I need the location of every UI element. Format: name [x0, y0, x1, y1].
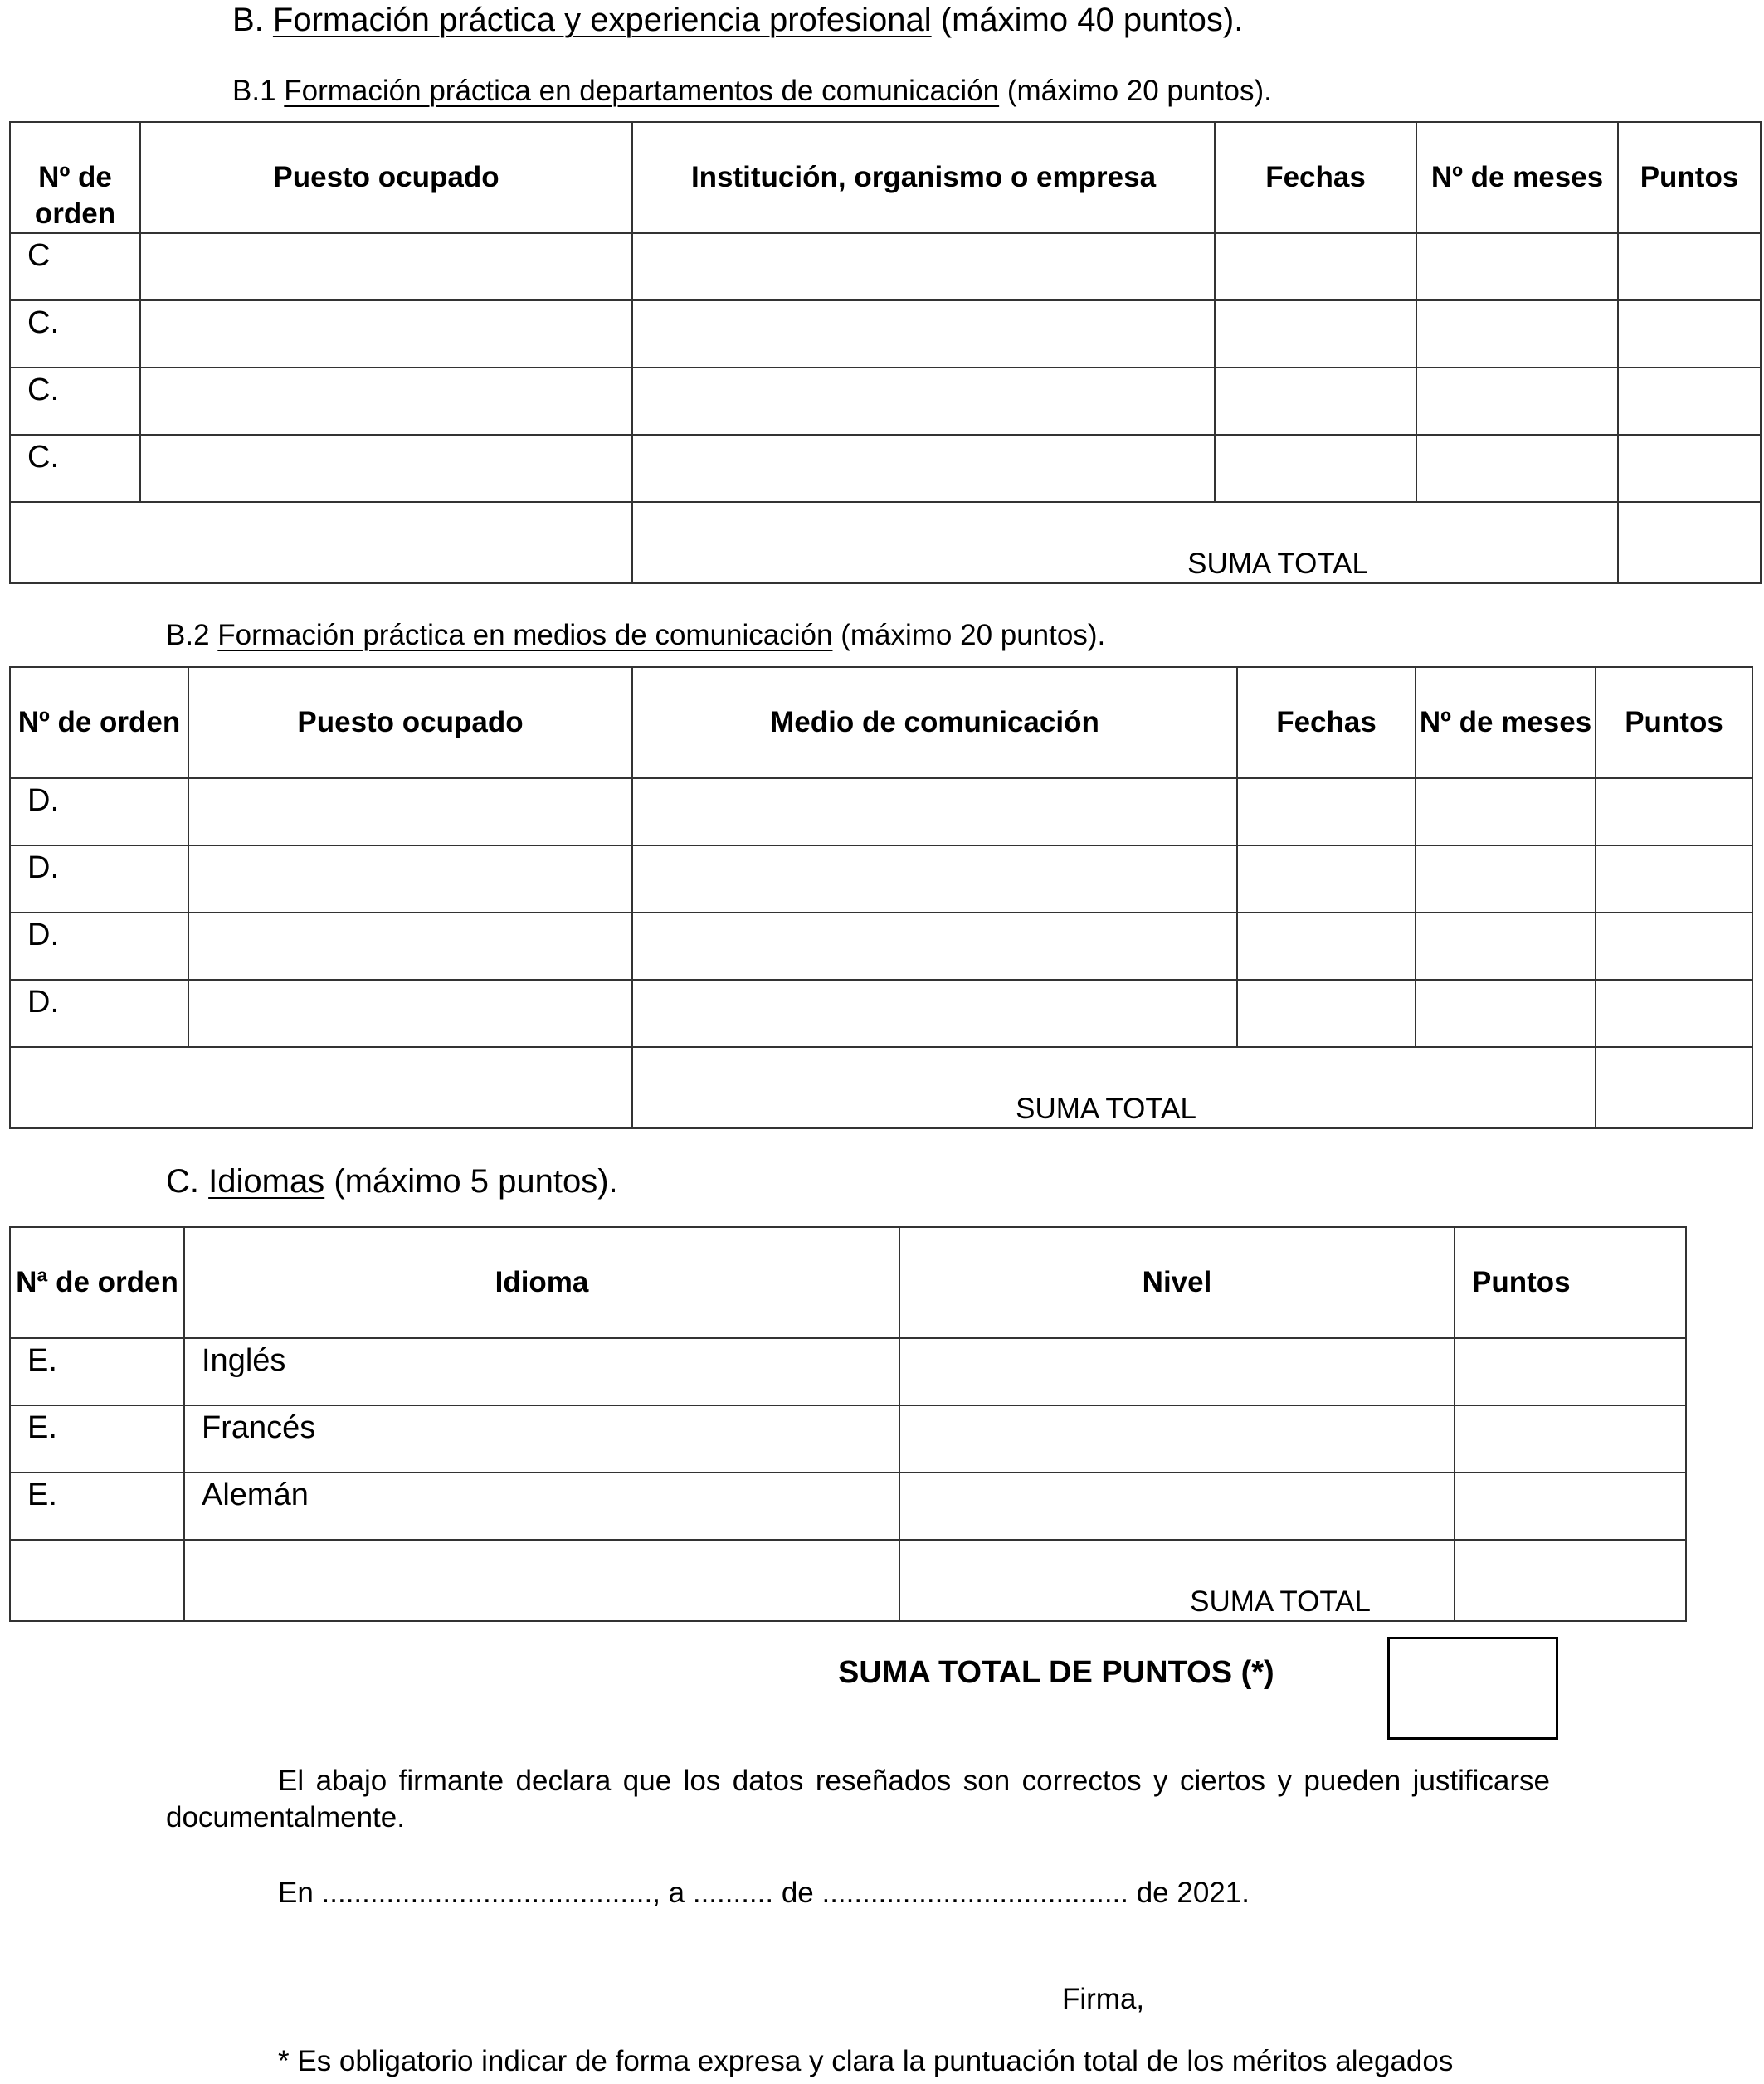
- sum-blank: [10, 1540, 184, 1621]
- cell-months[interactable]: [1416, 435, 1618, 502]
- header-position: Puesto ocupado: [188, 667, 632, 778]
- section-b2-prefix: B.2: [166, 619, 210, 651]
- section-b1-heading: [232, 75, 1272, 108]
- sum-blank: [10, 502, 632, 583]
- table-c-sum-row: [10, 1540, 1686, 1621]
- cell-institution[interactable]: [632, 435, 1215, 502]
- language-name: Inglés: [184, 1338, 899, 1405]
- cell-level[interactable]: [899, 1405, 1455, 1473]
- row-label: E.: [10, 1338, 184, 1405]
- sum-label: SUMA TOTAL: [1190, 1585, 1371, 1618]
- section-b2-max: (máximo 20 puntos).: [841, 619, 1106, 651]
- section-b2-title: Formación práctica en medios de comunicación: [217, 619, 833, 651]
- section-b1-prefix: B.1: [232, 75, 276, 107]
- row-label: C: [10, 233, 140, 300]
- table-row: [10, 1338, 1686, 1405]
- table-b1-sum-row: [10, 502, 1761, 583]
- cell-level[interactable]: [899, 1473, 1455, 1540]
- header-dates: Fechas: [1237, 667, 1416, 778]
- cell-dates[interactable]: [1237, 913, 1416, 980]
- cell-points[interactable]: [1596, 845, 1752, 913]
- header-order: Nº de orden: [10, 122, 140, 233]
- table-row: [10, 778, 1752, 845]
- row-label: C.: [10, 368, 140, 435]
- header-points: Puntos: [1618, 122, 1761, 233]
- cell-media[interactable]: [632, 845, 1237, 913]
- row-label: D.: [10, 913, 188, 980]
- section-c-title: Idiomas: [208, 1163, 325, 1200]
- header-months: Nº de meses: [1416, 667, 1596, 778]
- cell-points[interactable]: [1596, 778, 1752, 845]
- language-name: Alemán: [184, 1473, 899, 1540]
- cell-position[interactable]: [140, 233, 632, 300]
- sum-points[interactable]: [1455, 1540, 1686, 1621]
- sum-label: SUMA TOTAL: [1016, 1093, 1196, 1125]
- cell-points[interactable]: [1596, 913, 1752, 980]
- sum-label-cell: [632, 1047, 1596, 1128]
- table-b2: [9, 666, 1753, 1129]
- row-label: C.: [10, 435, 140, 502]
- cell-dates[interactable]: [1215, 435, 1416, 502]
- header-order: Nª de orden: [10, 1227, 184, 1338]
- sum-blank: [184, 1540, 899, 1621]
- table-row: [10, 1473, 1686, 1540]
- cell-dates[interactable]: [1237, 980, 1416, 1047]
- section-b-heading: [232, 2, 1243, 39]
- header-dates: Fechas: [1215, 122, 1416, 233]
- row-label: E.: [10, 1405, 184, 1473]
- cell-position[interactable]: [188, 845, 632, 913]
- header-institution: Institución, organismo o empresa: [632, 122, 1215, 233]
- table-row: [10, 300, 1761, 368]
- footnote: * Es obligatorio indicar de forma expresa y clara la puntuación total de los méritos alegados: [278, 2045, 1454, 2077]
- cell-months[interactable]: [1416, 913, 1596, 980]
- cell-institution[interactable]: [632, 300, 1215, 368]
- cell-institution[interactable]: [632, 233, 1215, 300]
- row-label: D.: [10, 778, 188, 845]
- table-row: [10, 435, 1761, 502]
- header-language: Idioma: [184, 1227, 899, 1338]
- cell-dates[interactable]: [1215, 233, 1416, 300]
- sum-label-cell: [632, 502, 1618, 583]
- sum-points[interactable]: [1596, 1047, 1752, 1128]
- cell-months[interactable]: [1416, 980, 1596, 1047]
- header-months: Nº de meses: [1416, 122, 1618, 233]
- cell-months[interactable]: [1416, 845, 1596, 913]
- row-label: D.: [10, 845, 188, 913]
- cell-position[interactable]: [140, 300, 632, 368]
- section-b1-title: Formación práctica en departamentos de comunicación: [284, 75, 1000, 107]
- cell-points[interactable]: [1455, 1405, 1686, 1473]
- cell-media[interactable]: [632, 913, 1237, 980]
- language-name: Francés: [184, 1405, 899, 1473]
- row-label: C.: [10, 300, 140, 368]
- cell-dates[interactable]: [1215, 300, 1416, 368]
- signature-label: Firma,: [1062, 1983, 1145, 2015]
- cell-points[interactable]: [1618, 435, 1761, 502]
- table-row: [10, 368, 1761, 435]
- section-b-prefix: B.: [232, 2, 264, 38]
- grand-total-box[interactable]: [1387, 1637, 1558, 1740]
- sum-label: SUMA TOTAL: [1187, 548, 1368, 580]
- header-position: Puesto ocupado: [140, 122, 632, 233]
- cell-position[interactable]: [188, 980, 632, 1047]
- header-level: Nivel: [899, 1227, 1455, 1338]
- row-label: E.: [10, 1473, 184, 1540]
- section-c-heading: [166, 1163, 618, 1200]
- header-media: Medio de comunicación: [632, 667, 1237, 778]
- section-b-max: (máximo 40 puntos).: [940, 2, 1244, 38]
- declaration-text: El abajo firmante declara que los datos reseñados son correctos y ciertos y pueden justificarse documentalmente.: [166, 1765, 1550, 1833]
- cell-months[interactable]: [1416, 778, 1596, 845]
- table-c: [9, 1226, 1687, 1622]
- table-row: [10, 233, 1761, 300]
- header-points: Puntos: [1455, 1227, 1686, 1338]
- cell-months[interactable]: [1416, 368, 1618, 435]
- sum-blank: [10, 1047, 632, 1128]
- table-c-header: [10, 1227, 1686, 1338]
- sum-label-cell: [899, 1540, 1455, 1621]
- cell-points[interactable]: [1596, 980, 1752, 1047]
- cell-points[interactable]: [1618, 300, 1761, 368]
- section-b-title: Formación práctica y experiencia profesional: [272, 2, 932, 38]
- cell-position[interactable]: [188, 778, 632, 845]
- declaration: [166, 1763, 1550, 1836]
- cell-media[interactable]: [632, 778, 1237, 845]
- section-b2-heading: [166, 619, 1105, 652]
- cell-dates[interactable]: [1237, 845, 1416, 913]
- table-row: [10, 1405, 1686, 1473]
- table-row: [10, 980, 1752, 1047]
- table-row: [10, 845, 1752, 913]
- place-date-line: En ........................................., a .......... de ...................................... de 2021.: [278, 1877, 1250, 1909]
- cell-dates[interactable]: [1237, 778, 1416, 845]
- cell-dates[interactable]: [1215, 368, 1416, 435]
- cell-points[interactable]: [1618, 368, 1761, 435]
- header-order: Nº de orden: [10, 667, 188, 778]
- section-c-max: (máximo 5 puntos).: [334, 1163, 618, 1200]
- cell-institution[interactable]: [632, 368, 1215, 435]
- cell-level[interactable]: [899, 1338, 1455, 1405]
- table-b1: [9, 121, 1762, 584]
- table-b2-sum-row: [10, 1047, 1752, 1128]
- cell-points[interactable]: [1455, 1473, 1686, 1540]
- table-b1-header: [10, 122, 1761, 233]
- section-b1-max: (máximo 20 puntos).: [1006, 75, 1272, 107]
- cell-points[interactable]: [1618, 233, 1761, 300]
- table-row: [10, 913, 1752, 980]
- table-b2-header: [10, 667, 1752, 778]
- sum-points[interactable]: [1618, 502, 1761, 583]
- cell-points[interactable]: [1455, 1338, 1686, 1405]
- cell-media[interactable]: [632, 980, 1237, 1047]
- cell-months[interactable]: [1416, 300, 1618, 368]
- section-c-prefix: C.: [166, 1163, 199, 1200]
- header-points: Puntos: [1596, 667, 1752, 778]
- cell-position[interactable]: [188, 913, 632, 980]
- row-label: D.: [10, 980, 188, 1047]
- cell-months[interactable]: [1416, 233, 1618, 300]
- grand-total-label: SUMA TOTAL DE PUNTOS (*): [838, 1655, 1274, 1690]
- cell-position[interactable]: [140, 368, 632, 435]
- cell-position[interactable]: [140, 435, 632, 502]
